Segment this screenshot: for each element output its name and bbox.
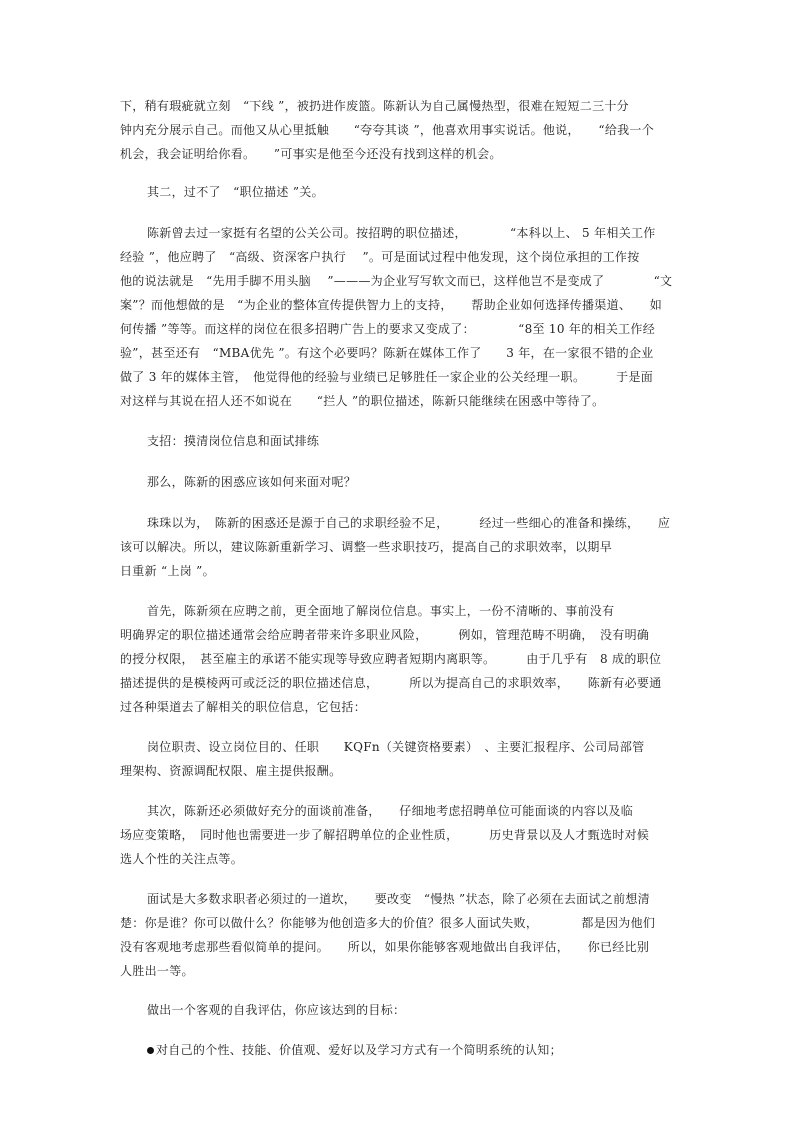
text-line: 其次，陈新还必须做好充分的面谈前准备， 仔细地考虑招聘单位可能面谈的内容以及临 bbox=[147, 804, 634, 818]
text-line: 过各种渠道去了解相关的职位信息，它包括： bbox=[120, 700, 367, 714]
text-line: 场应变策略， 同时他也需要进一步了解招聘单位的企业性质， 历史背景以及人才甄选时对候 bbox=[120, 828, 650, 842]
text-line: 岗位职责、设立岗位目的、任职 KQFn（关键资格要素） 、主要汇报程序、公司局部管 bbox=[147, 740, 645, 754]
bullet-text: 对自己的个性、技能、价值观、爱好以及学习方式有一个简明系统的认知； bbox=[156, 1043, 562, 1057]
section-heading: 其二，过不了 “职位描述 ”关。 bbox=[147, 185, 324, 199]
text-line: 钟内充分展示自己。而他又从心里抵触 “夸夸其谈 ”，他喜欢用事实说话。他说， “给我一个 bbox=[120, 123, 655, 137]
text-line: 对这样与其说在招人还不如说在 “拦人 ”的职位描述，陈新只能继续在困惑中等待了。 bbox=[120, 394, 605, 408]
text-line: 明确界定的职位描述通常会给应聘者带来许多职业风险， 例如，管理范畴不明确， 没有明确 bbox=[120, 628, 650, 642]
section-heading: 支招：摸清岗位信息和面试排练 bbox=[147, 434, 320, 448]
text-line: 首先，陈新须在应聘之前，更全面地了解岗位信息。事实上，一份不清晰的、事前没有 bbox=[147, 604, 615, 618]
text-line: 的授分权限， 甚至雇主的承诺不能实现等导致应聘者短期内离职等。 由于几乎有 8 成的职位 bbox=[120, 652, 662, 666]
text-line: 机会，我会证明给你看。 ”可事实是他至今还没有找到这样的机会。 bbox=[120, 147, 502, 161]
text-line: 陈新曾去过一家挺有名望的公关公司。按招聘的职位描述， “本科以上、 5 年相关工作 bbox=[147, 226, 656, 240]
text-line: 做了 3 年的媒体主管， 他觉得他的经验与业绩已足够胜任一家企业的公关经理一职。 于是面 bbox=[120, 370, 654, 384]
text-line: 他的说法就是 “先用手脚不用头脑 ”———为企业写写软文而已，这样他岂不是变成了 “文 bbox=[120, 274, 673, 288]
bullet-icon bbox=[147, 1047, 154, 1054]
text-line: 下，稍有瑕疵就立刻 “下线 ”，被扔进作废篮。陈新认为自己属慢热型，很难在短短二三十分 bbox=[120, 99, 629, 113]
text-line: 该可以解决。所以，建议陈新重新学习、调整一些求职技巧，提高自己的求职效率，以期早 bbox=[120, 540, 613, 554]
text-line: 人胜出一等。 bbox=[120, 964, 194, 978]
text-line: 没有客观地考虑那些看似简单的提问。 所以，如果你能够客观地做出自我评估， 你已经比别 bbox=[120, 940, 650, 954]
text-line: 面试是大多数求职者必须过的一道坎， 要改变 “慢热 ”状态，除了必须在去面试之前想清 bbox=[147, 892, 650, 906]
text-line: 案”？而他想做的是 “为企业的整体宣传提供智力上的支持， 帮助企业如何选择传播渠道、 如 bbox=[120, 298, 663, 312]
text-line: 选人个性的关注点等。 bbox=[120, 852, 244, 866]
text-line: 珠珠以为， 陈新的困惑还是源于自己的求职经验不足， 经过一些细心的准备和操练， 应 bbox=[147, 516, 671, 530]
text-line: 描述提供的是模棱两可或泛泛的职位描述信息， 所以为提高自己的求职效率， 陈新有必要通 bbox=[120, 676, 662, 690]
bullet-item bbox=[147, 1042, 562, 1058]
text-line: 那么，陈新的困惑应该如何来面对呢？ bbox=[147, 475, 357, 489]
text-line: 楚：你是谁？你可以做什么？你能够为他创造多大的价值？很多人面试失败， 都是因为他们 bbox=[120, 916, 656, 930]
text-line: 验”，甚至还有 “MBA优先 ”。有这个必要吗？陈新在媒体工作了 3 年，在一家很不错的企业 bbox=[120, 346, 654, 360]
text-line: 做出一个客观的自我评估，你应该达到的目标： bbox=[147, 1003, 406, 1017]
text-line: 何传播 ”等等。而这样的岗位在很多招聘广告上的要求又变成了： “8至 10 年的相关工作经 bbox=[120, 322, 656, 336]
text-line: 日重新 “上岗 ”。 bbox=[120, 564, 215, 578]
text-line: 理架构、资源调配权限、雇主提供报酬。 bbox=[120, 764, 342, 778]
text-line: 经验 ”，他应聘了 “高级、资深客户执行 ”。可是面试过程中他发现，这个岗位承担的工作按 bbox=[120, 250, 640, 264]
